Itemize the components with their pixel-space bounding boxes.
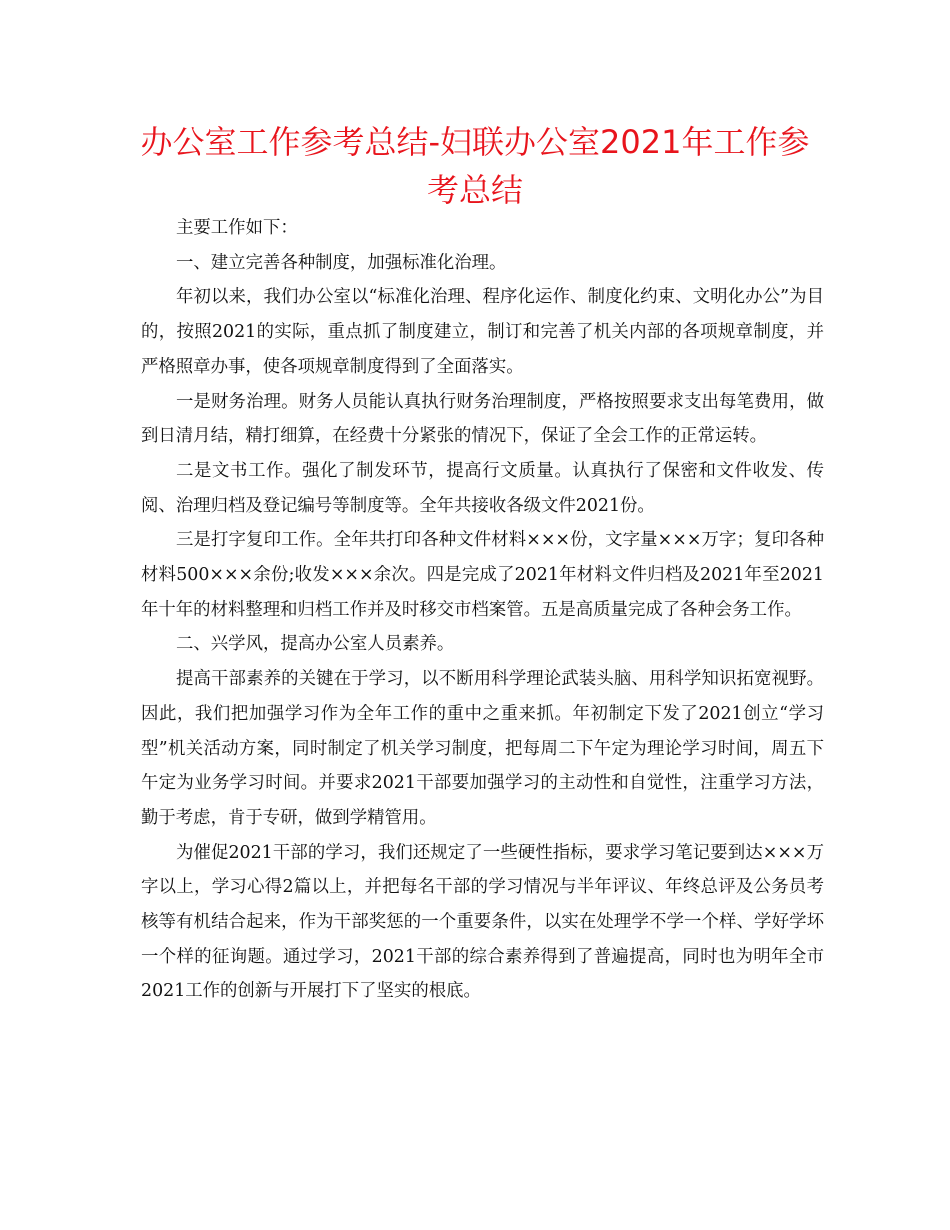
paragraph-documents: 二是文书工作。强化了制发环节，提高行文质量。认真执行了保密和文件收发、传阅、治理归档及登记编号等制度等。全年共接收各级文件2021份。	[141, 460, 824, 516]
paragraph-finance: 一是财务治理。财务人员能认真执行财务治理制度，严格按照要求支出每笔费用，做到日清月结，精打细算，在经费十分紧张的情况下，保证了全会工作的正常运转。	[141, 391, 824, 447]
document-title: 办公室工作参考总结-妇联办公室2021年工作参考总结	[140, 123, 810, 209]
paragraph-study: 提高干部素养的关键在于学习，以不断用科学理论武装头脑、用科学知识拓宽视野。因此，我们把加强学习作为全年工作的重中之重来抓。年初制定下发了2021创立“学习型”机关活动方案，同时制定了机关学习制度，把每周二下午定为理论学习时间，周五下午定为业务学习时间。并要求2021干部要加强学习的主动性和自觉性，注重学习方法，勤于考虑，肯于专研，做到学精管用。	[141, 669, 824, 828]
paragraph-requirements: 为催促2021干部的学习，我们还规定了一些硬性指标，要求学习笔记要到达×××万字以上，学习心得2篇以上，并把每名干部的学习情况与半年评议、年终总评及公务员考核等有机结合起来，作为干部奖惩的一个重要条件，以实在处理学不学一个样、学好学坏一个样的征询题。通过学习，2021干部的综合素养得到了普遍提高，同时也为明年全市2021工作的创新与开展打下了坚实的根底。	[141, 842, 824, 1002]
paragraph-intro: 主要工作如下：	[176, 218, 298, 238]
section-heading-1: 一、建立完善各种制度，加强标准化治理。	[176, 252, 507, 273]
section-heading-2: 二、兴学风，提高办公室人员素养。	[176, 634, 455, 655]
document-body	[141, 211, 824, 1009]
paragraph-typing: 三是打字复印工作。全年共打印各种文件材料×××份，文字量×××万字；复印各种材料500×××余份;收发×××余次。四是完成了2021年材料文件归档及2021年至2021年十年的材料整理和归档工作并及时移交市档案管。五是高质量完成了各种会务工作。	[141, 530, 824, 620]
paragraph-systems: 年初以来，我们办公室以“标准化治理、程序化运作、制度化约束、文明化办公”为目的，按照2021的实际，重点抓了制度建立，制订和完善了机关内部的各项规章制度，并严格照章办事，使各项规章制度得到了全面落实。	[141, 287, 824, 377]
